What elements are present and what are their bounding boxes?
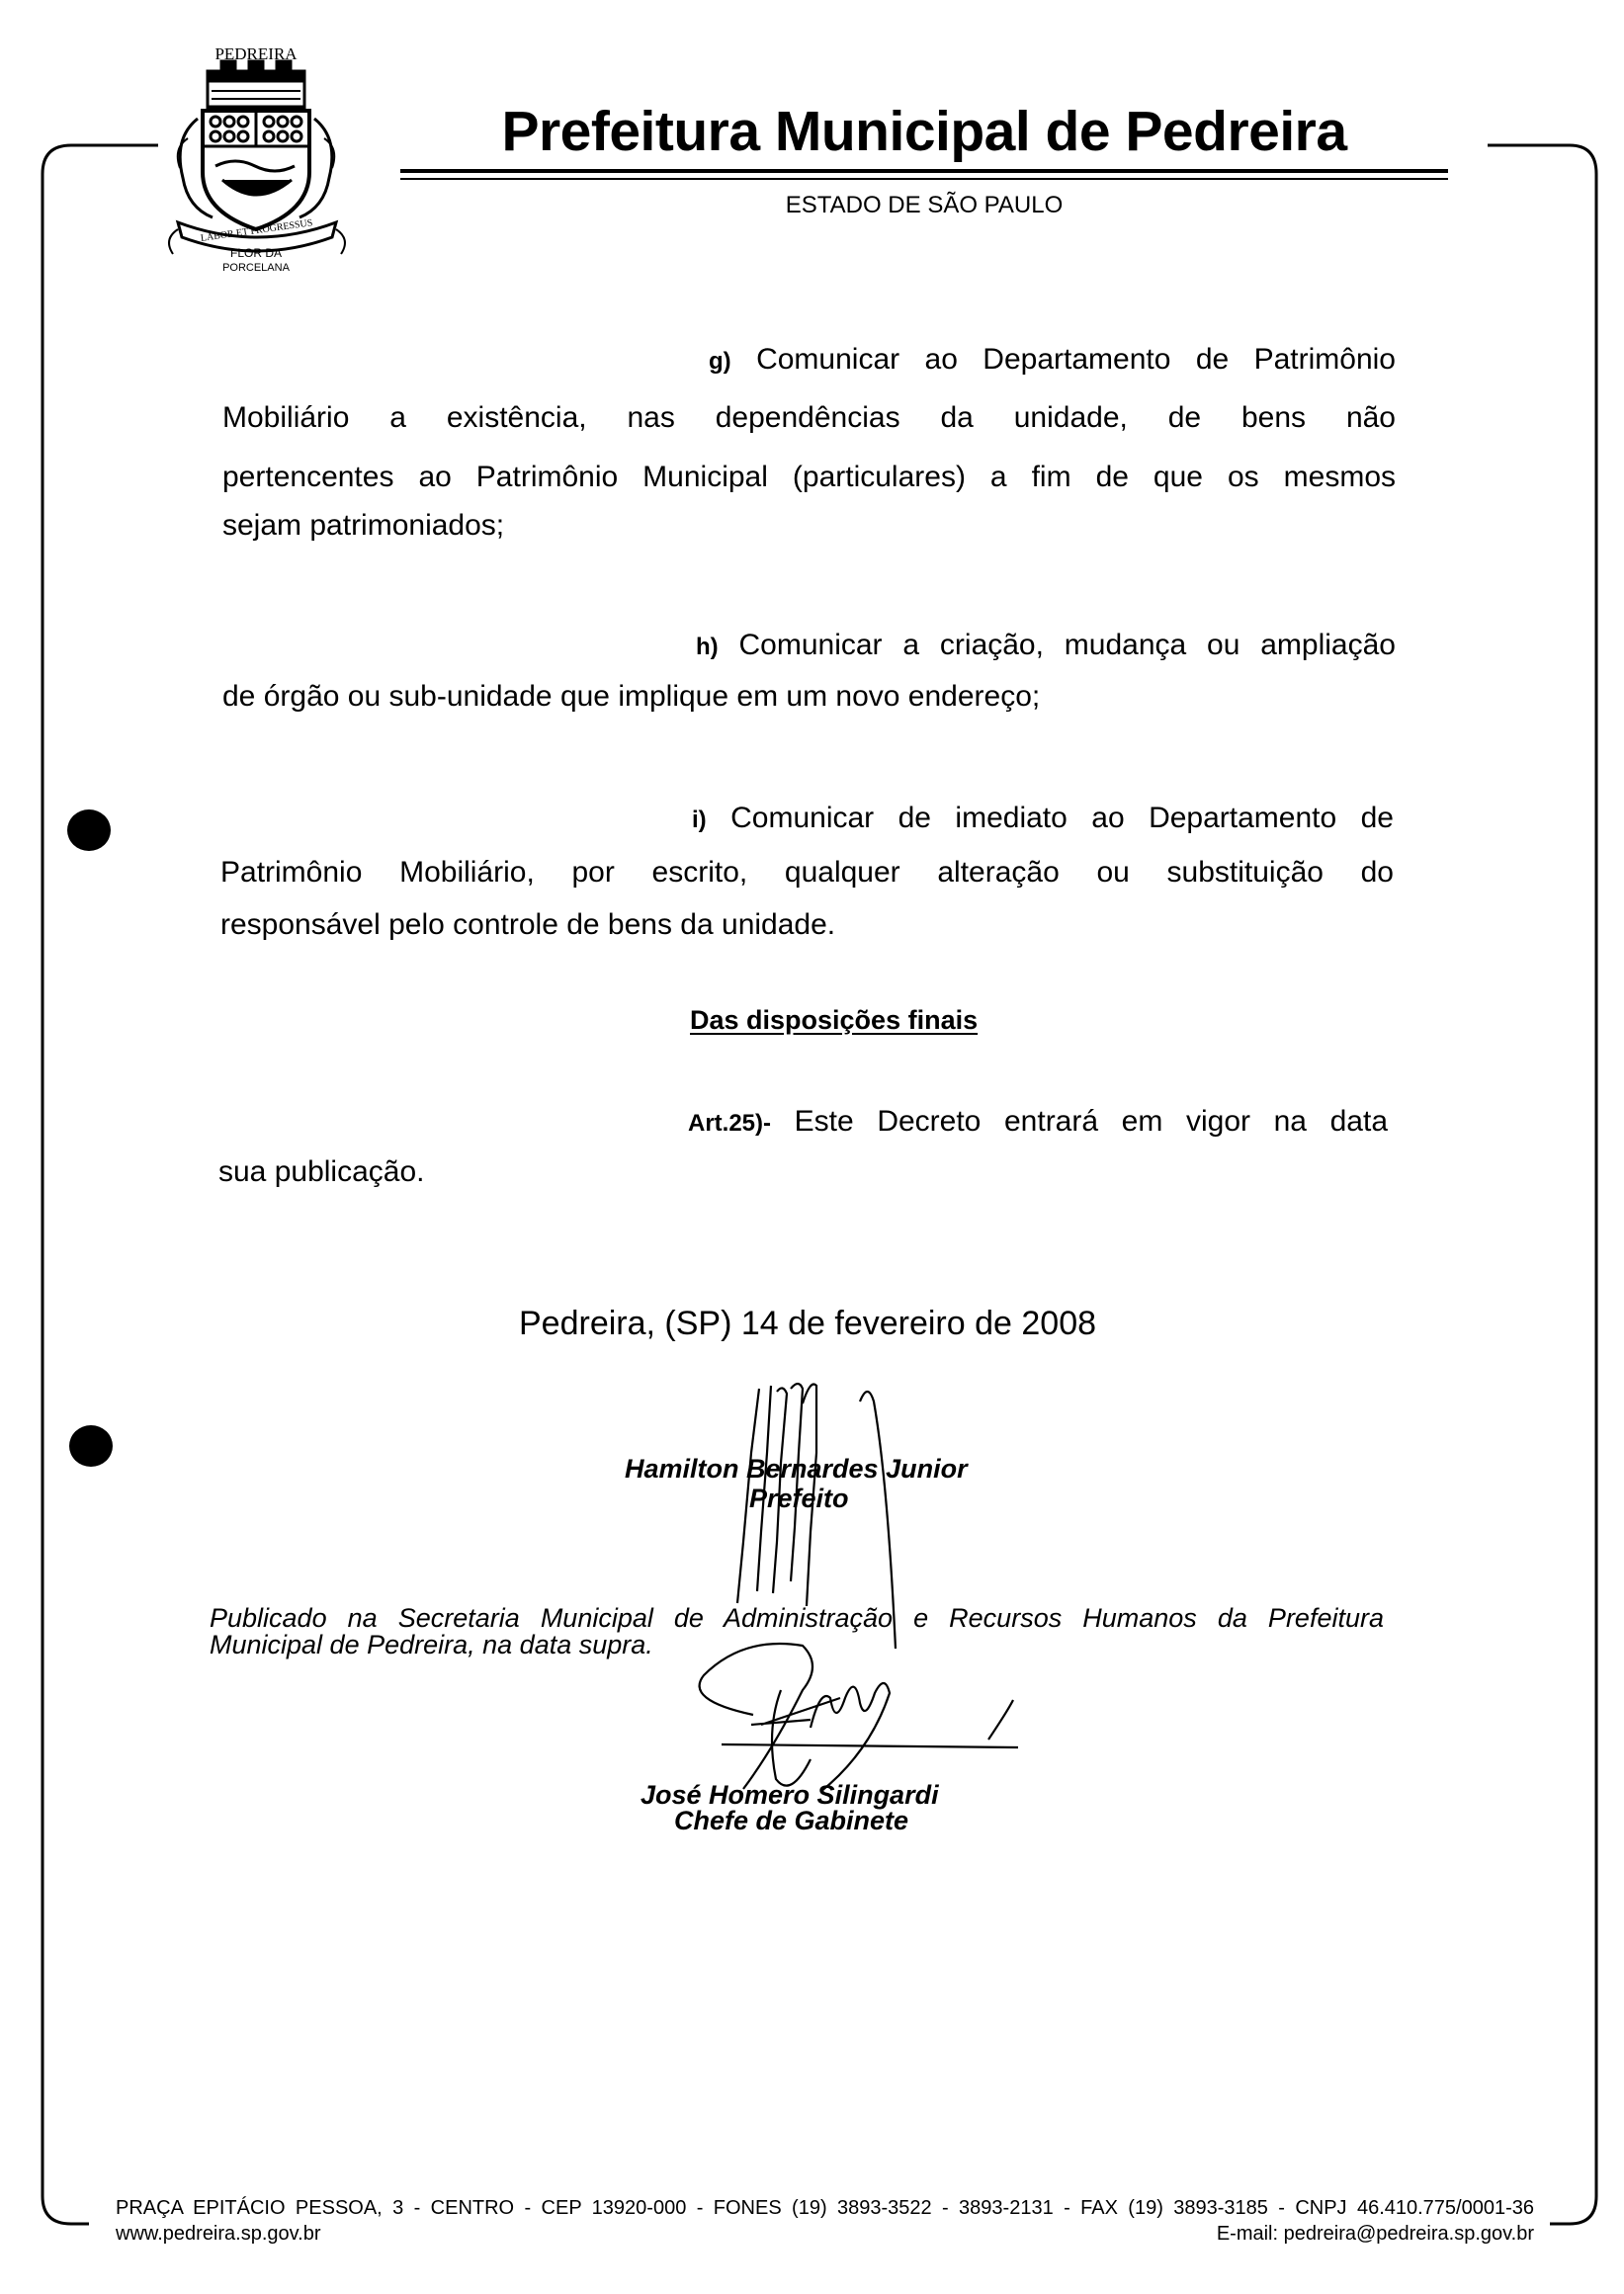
chief-title: Chefe de Gabinete [674,1806,909,1835]
item-g-text: Comunicar ao Departamento de Patrimônio [756,343,1396,376]
item-g-line: sejam patrimoniados; [222,509,505,542]
mayor-name: Hamilton Bernardes Junior [625,1454,968,1484]
footer-email[interactable]: E-mail: pedreira@pedreira.sp.gov.br [1216,2223,1534,2245]
section-heading: Das disposições finais [690,1005,979,1035]
logo-bottom-line2: PORCELANA [222,262,290,274]
logo-top-text: PEDREIRA [214,44,298,63]
item-h-text: Comunicar a criação, mudança ou ampliação [738,629,1396,661]
item-i-line: Patrimônio Mobiliário, por escrito, qualquer alteração ou substituição do [220,856,1394,889]
item-i-text: Comunicar de imediato ao Departamento de [730,802,1394,834]
item-h-line: de órgão ou sub-unidade que implique em um novo endereço; [222,680,1041,713]
logo-bottom-line1: FLOR DA [229,246,283,260]
article-label: Art.25)- [688,1110,772,1137]
page-title: Prefeitura Municipal de Pedreira [501,100,1347,163]
footer-website[interactable]: www.pedreira.sp.gov.br [116,2223,321,2245]
item-g-line: pertencentes ao Patrimônio Municipal (particulares) a fim de que os mesmos [222,461,1396,493]
page-subtitle: ESTADO DE SÃO PAULO [785,192,1064,218]
date-line: Pedreira, (SP) 14 de fevereiro de 2008 [519,1305,1097,1342]
item-g-label: g) [709,348,731,375]
logo-motto: LABOR ET PROGRESSUS [200,217,314,244]
item-h-label: h) [696,634,719,660]
publication-note-line: Publicado na Secretaria Municipal de Administração e Recursos Humanos da Prefeitura [210,1603,1384,1633]
item-i-label: i) [692,807,707,833]
article-line: sua publicação. [218,1155,425,1188]
chief-signature [700,1644,1018,1792]
publication-note-line: Municipal de Pedreira, na data supra. [210,1630,653,1659]
mayor-title: Prefeito [749,1484,849,1513]
article-text: Este Decreto entrará em vigor na data [794,1105,1389,1138]
item-g-line: Mobiliário a existência, nas dependências da unidade, de bens não [222,401,1396,434]
chief-name: José Homero Silingardi [641,1780,939,1810]
footer-address: PRAÇA EPITÁCIO PESSOA, 3 - CENTRO - CEP 13920-000 - FONES (19) 3893-3522 - 3893-2131 - FAX (19) 3893-3185 - CNPJ 46.410.775/0001-36 [116,2197,1534,2219]
item-i-line: responsável pelo controle de bens da unidade. [220,908,836,941]
mayor-signature [737,1384,896,1649]
